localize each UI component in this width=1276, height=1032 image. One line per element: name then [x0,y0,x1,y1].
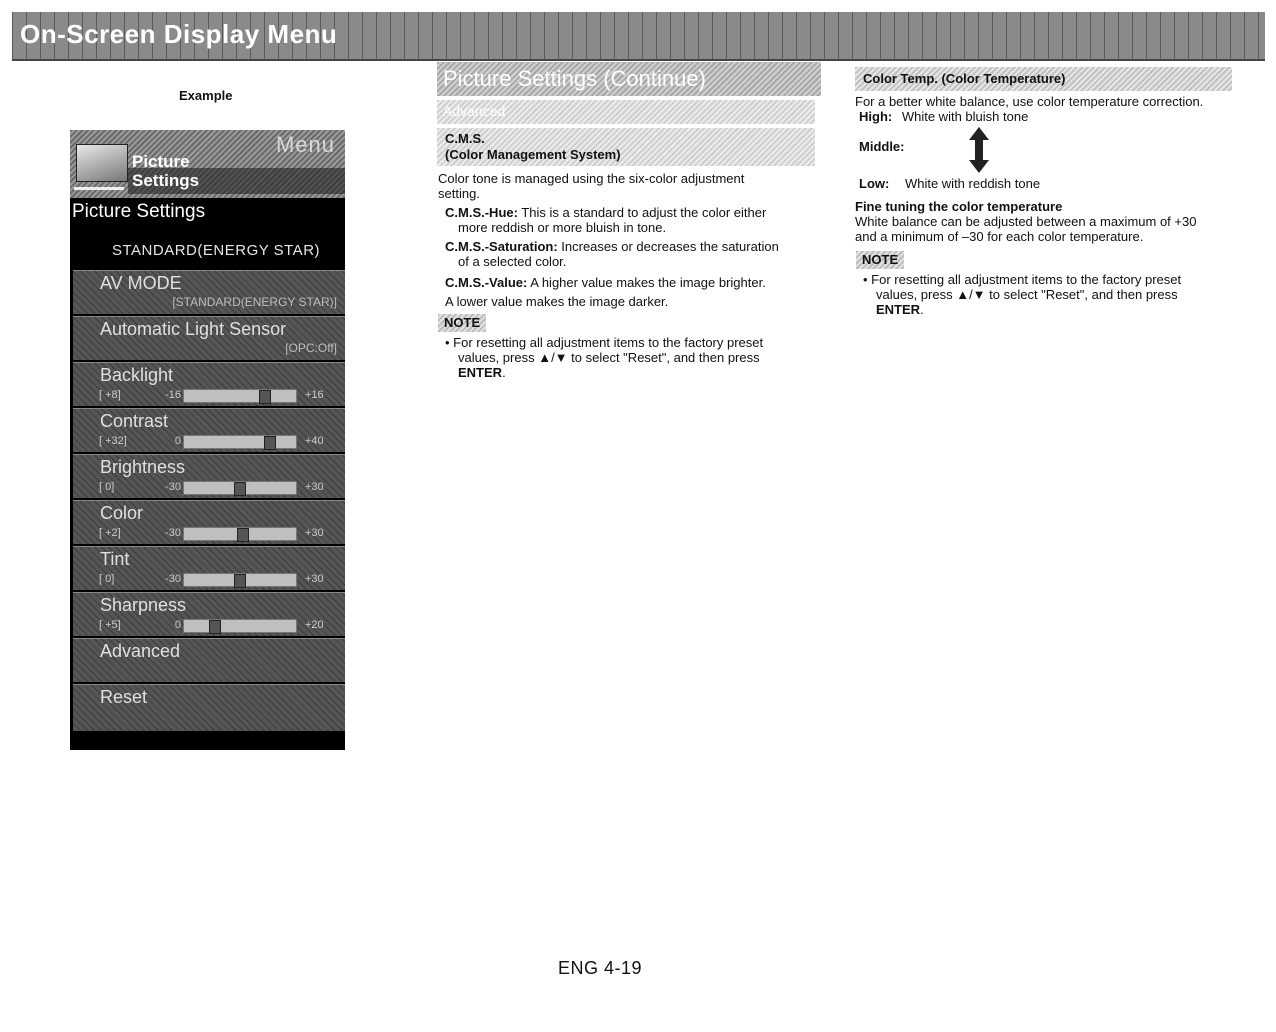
slider-thumb[interactable] [209,620,221,634]
tv-menu-title: Picture Settings [72,201,206,222]
text-line: White with reddish tone [904,176,1041,191]
text-line: White with bluish tone [901,109,1029,124]
tv-menu-mode: STANDARD(ENERGY STAR) [112,242,321,259]
tv-item-tint[interactable] [73,546,345,590]
tv-item-backlight[interactable] [73,362,345,406]
subsection-header-advanced [437,100,815,124]
enter-key: ENTER [458,365,503,380]
tv-item-current-value: [ +32] [99,435,127,447]
text-line: Color tone is managed using the six-color adjustment [438,171,745,186]
text-line: This is a standard to adjust the color either [517,205,767,220]
tv-item-label: Color [100,503,144,523]
slider-max: +40 [305,435,324,447]
tv-item-reset[interactable] [73,684,345,731]
tv-item-label: Reset [100,687,148,707]
term-label: C.M.S.-Hue: [445,205,518,220]
text-line: • For resetting all adjustment items to the factory preset [863,272,1182,287]
tv-menu-header [70,130,345,198]
term-label: C.M.S.-Saturation: [445,239,558,254]
tv-item-color[interactable] [73,500,345,544]
cms-intro [438,171,744,201]
tv-header-line1: Picture [132,152,190,171]
slider-min: -30 [165,481,181,493]
slider-thumb[interactable] [264,436,276,450]
tv-item-label: Advanced [100,641,181,661]
color-slider[interactable] [183,527,297,541]
note-badge: NOTE [438,314,486,332]
cms-header [437,128,815,166]
cms-subtitle: (Color Management System) [445,147,621,162]
text-line: A higher value makes the image brighter. [527,275,766,290]
text-line: Increases or decreases the saturation [557,239,779,254]
slider-min: -30 [165,527,181,539]
slider-min: -16 [165,389,181,401]
tv-item-label: Brightness [100,457,186,477]
text-line: and a minimum of –30 for each color temperature. [855,229,1144,244]
enter-key: ENTER [876,302,921,317]
text-line: • For resetting all adjustment items to the factory preset [445,335,764,350]
tv-header-line2: Settings [132,171,200,190]
cms-value-desc [445,273,766,311]
text-line: setting. [438,186,480,201]
low-row [859,176,1040,191]
color-temp-intro: For a better white balance, use color temperature correction. [855,94,1204,109]
slider-thumb[interactable] [259,390,271,404]
picture-settings-icon [76,144,128,182]
example-label: Example [179,88,233,103]
tv-item-current-value: [ 0] [99,573,115,585]
sharpness-slider[interactable] [183,619,297,633]
banner-title: On-Screen Display Menu [20,19,338,49]
text-line: of a selected color. [458,254,567,269]
text-line: White balance can be adjusted between a maximum of +30 [855,214,1197,229]
note-badge: NOTE [856,251,904,269]
tv-item-label: Contrast [100,411,169,431]
tv-item-sharpness[interactable] [73,592,345,636]
tv-menu-items [73,270,345,733]
text-line: values, press ▲/▼ to select "Reset", and then press [876,287,1178,302]
icon-underline [74,187,124,190]
text-line: values, press ▲/▼ to select "Reset", and then press [458,350,760,365]
term-label: Low: [859,176,890,191]
slider-thumb[interactable] [234,574,246,588]
tv-item-current-value: [ +5] [99,619,121,631]
tv-item-advanced[interactable] [73,638,345,682]
tv-item-label: Automatic Light Sensor [100,319,287,339]
note-text [445,335,763,380]
slider-max: +20 [305,619,324,631]
page-number: ENG 4-19 [558,958,643,978]
section-header-picture-settings [437,62,821,96]
slider-min: 0 [174,435,181,447]
section-header-color-temp [855,67,1232,91]
tv-item-av-mode[interactable] [73,270,345,314]
slider-max: +30 [305,527,324,539]
tv-item-value: [STANDARD(ENERGY STAR)] [172,295,337,309]
text-line: more reddish or more bluish in tone. [458,220,667,235]
slider-thumb[interactable] [234,482,246,496]
fine-tuning [855,199,1196,244]
text-line: . [502,365,506,380]
slider-min: -30 [165,573,181,585]
high-row [859,109,1028,124]
section-title: Color Temp. (Color Temperature) [863,71,1066,86]
tv-item-automatic-light-sensor[interactable] [73,316,345,360]
tv-item-contrast[interactable] [73,408,345,452]
text-line: A lower value makes the image darker. [445,294,669,309]
page-banner [12,12,1265,61]
subsection-title: Advanced [443,103,506,119]
tv-menu-screenshot [70,130,345,750]
section-title: Picture Settings (Continue) [443,66,706,91]
tv-item-current-value: [ +8] [99,389,121,401]
note-text [863,272,1181,317]
slider-min: 0 [174,619,181,631]
tv-item-value: [OPC:Off] [285,341,337,355]
cms-hue-desc [445,205,766,235]
tv-header-title [132,152,199,190]
tv-item-brightness[interactable] [73,454,345,498]
contrast-slider[interactable] [183,435,297,449]
tv-item-label: Tint [100,549,130,569]
tint-slider[interactable] [183,573,297,587]
slider-max: +16 [305,389,324,401]
fine-tuning-title: Fine tuning the color temperature [855,199,1063,214]
slider-max: +30 [305,573,324,585]
term-label: High: [859,109,893,124]
tv-menu-word: Menu [275,132,335,157]
tv-item-current-value: [ 0] [99,481,115,493]
text-line: . [920,302,924,317]
tv-item-current-value: [ +2] [99,527,121,539]
double-arrow-icon [968,127,990,173]
backlight-slider[interactable] [183,389,297,403]
tv-item-label: Backlight [100,365,174,385]
middle-label: Middle: [859,139,905,154]
cms-title: C.M.S. [445,131,485,146]
tv-item-label: AV MODE [100,273,182,293]
term-label: C.M.S.-Value: [445,275,528,290]
slider-max: +30 [305,481,324,493]
tv-item-label: Sharpness [100,595,187,615]
cms-saturation-desc [445,239,779,269]
slider-thumb[interactable] [237,528,249,542]
brightness-slider[interactable] [183,481,297,495]
